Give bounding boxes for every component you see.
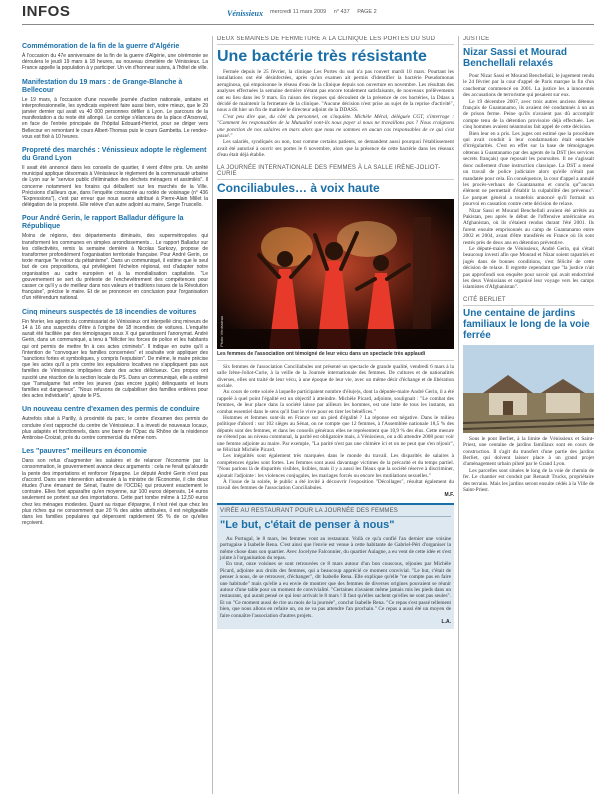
brief-body: Il avait été annoncé dans les conseils de quartier, il vient d'être pris. Un arrêté municipal applique désormais à Vénissieux le règlement de la communauté urbaine de Lyon sur le "service public d'élimination des déchets ménagers et assimilés". Il concerne notamment les forains qui déballent sur les marchés de la Ville. Précisions d'ailleurs que, dans l'enquête consacrée au rodéo de voisinage (n° 436 "Expressions"), c'est par erreur que nous avons attribué à Pierre-Alain Millet la délégation de la propreté. Elle relève d'un autre adjoint au maire, Serge Truscello. [22,165,208,209]
brief-item [22,147,208,208]
article-paragraph: À l'issue de la soirée, le public a été invité à découvrir l'exposition "Décollages", résultat également du travail des femmes de l'association Conciliabules. [217,479,454,492]
brief-title: Pour André Gerin, le rapport Balladur défigure la République [22,215,184,231]
article-signature: L.A. [441,619,451,626]
issue-info [270,9,383,15]
performers-illustration [217,199,454,349]
article-headline: Conciliabules… à voix haute [217,180,380,195]
article-headline: Une bactérie très résistante [217,48,427,65]
photo-credit: Photo Vénissieux [219,315,224,347]
article-kicker: CITÉ BERLIET [463,297,594,306]
brief-body: Le 19 mars, à l'occasion d'une nouvelle journée d'action nationale, unitaire et interprofessionnelle, les syndicats espèrent faire aussi bien, voire mieux, que le 29 janvier dernier qui avait vu 40 000 personnes défiler à Lyon. Le parcours de la manifestation a du reste été allongé. Le cortège s'élancera de la place d'Arsonval, en face de l'entrée principale de l'hôpital Edouard-Herriot, pour se diriger vers Bellecour en remontant le cours Albert-Thomas puis le cours Gambetta. Le rendez-vous est fixé à 10 heures. [22,96,208,140]
article-headline: Une centaine de jardins familiaux le long de la voie ferrée [463,307,590,341]
article-kicker: VIRÉE AU RESTAURANT POUR LA JOURNÉE DES FEMMES [220,508,451,517]
column-divider [458,36,459,794]
article-paragraph: En tout, onze voisines se sont retrouvées ce 8 mars autour d'un bon couscous, réjouies par Michèle Picard, adjointe aux droits des femmes, qui a beaucoup apprécié ce moment convivial. "Le but, c'était de penser à nous, de se retrouver, d'échanger", dit Isabelle Rena. Elle explique qu'elle "ne compte pas en faire une habitude" mais qu'elle a eu envie de montrer que des femmes de diverses origines pouvaient se réunir autour d'une table pour un moment de convivialité. "Certaines n'avaient même jamais mis les pieds dans un restaurant, qui aurait pensé ce qui leur arrivait le 8 mars ! Il faut qu'elles sachent qu'elles ne sont pas seules". Et un "Ce moment aussi de rire au mois de la journée", conclut Isabelle Rena. "Ce repas s'est passé tellement bien, que nous allons en refaire un, on ne va pas attendre l'an prochain." Ce repas a aussi été un moyen de faire connaître l'association d'autres projets. [220,561,451,619]
brief-item [22,406,208,441]
article-gardens [463,297,594,494]
brief-body: Dans son refus d'augmenter les salaires et de relancer l'économie par la consommation, le gouvernement avance deux arguments : cela ne ferait qu'alourdir la pente des importations et renforcer l'épargne. Le député André Gerin n'est pas d'accord. Dans une intervention adressée à la ministre de l'Économie, il cite deux études (l'une émanant de Sénat, l'autre de l'OCDE) qui prouvent exactement le contraire. Elles font apparaître qu'en moyenne, sur 100 euros dépensés, 14 euros seulement se portent sur des importations. Cette part tombe même à 12,50 euros chez les ménages modestes. Quant au risque d'épargne, il n'est réel que chez les plus riches qui ne consomment que 20 % des aides attribuées, il est négligeable dans les familles populaires qui dépensent rapidement 95 % de ce qu'elles reçoivent. [22,458,208,527]
article-kicker: LA JOURNÉE INTERNATIONALE DES FEMMES À LA SALLE IRÈNE-JOLIOT-CURIE [217,165,454,180]
brief-title: Manifestation du 19 mars : de Grange-Blanche à Bellecour [22,78,183,94]
article-paragraph: Le député-maire de Vénissieux, André Gerin, qui s'était beaucoup investi afin que Mourad et Nizar soient rapatriés et jugés dans de bonnes conditions, s'est félicité de cette décision de relaxe. Il regrette cependant que "la justice n'ait pas approfondi son enquête pour savoir qui avait endoctriné les deux Vénissians et organisé leur voyage vers les camps islamistes d'Afghanistan". [463,245,594,291]
brief-item [22,43,208,72]
article-paragraph: Les parcelles sont situées le long de la voie de chemin de fer. Le chantier est conduit par Renault Trucks, propriétaire des terrains. Mais les jardins seront ensuite cédés à la Ville de Saint-Priest. [463,467,594,494]
concert-photo [217,199,454,349]
brief-body: Fin février, les agents du commissariat de Vénissieux ont interpellé cinq mineurs de 14 à 16 ans suspectés d'être à l'origine de 18 incendies de voitures. L'enquête aurait été facilitée par des témoignages sous X qui garantissent l'anonymat. André Gerin, dans un communiqué, a tenu à "féliciter les forces de police et les habitants qui ont permis de mettre fin à ces actes criminels". Il indique en outre qu'il a l'intention de "convoquer les familles concernées" et souhaite voir appliquer des "sanctions fortes et symboliques, y compris l'expulsion". De même, le maire précise que les actes qu'il a pris contre les expulsions locatives ne s'appliquent pas aux familles de Vénissieux impliquées dans des actes délictueux. Ces propos ont suscité une réaction de la section locale du PS. Dans un communiqué, elle a estimé que "l'amalgame fait entre les jeunes (pas encore jugés) délinquants et leurs familles est dangereux". "Nous refusons de culpabiliser des familles entières pour des actes individuels", ajoute le PS. [22,318,208,400]
garden-sheds-illustration [463,345,594,433]
article-paragraph: Hommes et femmes sont-ils en France sur un pied d'égalité ? La réponse est négative. Dans le milieu politique d'abord : sur 102 sièges au Sénat, on ne compte que 12 femmes, à l'Assemblée nationale 18,5 % des députés sont des femmes, et dans les conseils généraux elles ne représentent que 10,9 % des élus. Cette mesure ne s'étend pas au niveau communal, la parité est obligatoire mais, à Vénissieux, on a dû attendre 2008 pour voir une femme adjointe au maire. Par exemple, "La parité n'est pas une chimère ici et on ne peut que s'en réjouir", se félicitait Michèle Picard. [217,414,454,453]
article-paragraph: Au Portugal, le 8 mars, les femmes vont au restaurant. Voilà ce qu'a confié l'an dernier une voisine portugaise à Isabelle Rena. C'est ainsi que l'envie est venue à cette habitante de Gabriel-Péri d'organiser la même chose dans son quartier. Avec Jocelyne Falconnier, du quartier Aulagne, a eu vent de cette idée et s'est jointe à l'organisation du repas. [220,535,451,562]
article-clinic [217,36,454,159]
brief-title: Les "pauvres" meilleurs en économie [22,448,147,456]
brief-item [22,448,208,526]
issue-date: mercredi 11 mars 2009 [270,9,327,15]
brief-item [22,309,208,400]
brief-title: Cinq mineurs suspectés de 18 incendies de voitures [22,308,197,316]
brief-title: Commémoration de la fin de la guerre d'Algérie [22,43,180,50]
article-paragraph: Le 19 décembre 2007, avec trois autres anciens détenus français de Guantanamo, ils avaient été condamnés à un an de prison ferme. Peine qu'ils n'avaient pas dû accomplir compte tenu de la détention provisoire déjà effectuée. Les cinq hommes avaient néanmoins fait appel de cette décision. [463,98,594,131]
article-kicker: JUSTICE [463,36,594,45]
header-rule [22,24,594,25]
brief-body: Moins de régions, des départements diminués, des supermétropoles qui transforment les communes en simples arrondissements… Le rapport Balladur sur les collectivités, remis la semaine dernière à Nicolas Sarkozy, propose de transformer profondément l'organisation territoriale française. Pour André Gerin, ce texte marque "le retour du pétainisme". Dans un communiqué, il estime que le seul but de ces propositions, qui privilégient l'échelon régional, est d'adapter notre organisation au cadre européen et à la mondialisation capitaliste. "Le gouvernement se sert du prétexte de l'enchevêtrement des compétences pour casser ce qu'il y a de meilleur dans nos valeurs et traditions issues de la Révolution française", précise le maire. Et de se prononcer en conclusion pour l'organisation d'un référendum national. [22,233,208,302]
article-kicker: DEUX SEMAINES DE FERMETURE À LA CLINIQUE LES PORTES DU SUD [217,36,454,45]
article-paragraph: C'est peu dire que, du côté du personnel, on s'inquiète. Michèle Méral, déléguée CGT, s'interroge : "Comment les responsables de la Mutualité vont-ils nous payer si nous ne travaillons pas ? Nous craignons une ponction de nos salaires en mars alors que nous ne sommes en aucun cas responsables de ce qui s'est passé." [217,113,454,140]
brief-title: Propreté des marchés : Vénissieux adopte le règlement du Grand Lyon [22,147,207,163]
article-paragraph: Fermée depuis le 25 février, la clinique Les Portes du sud n'a pas rouvert mardi 10 mars. Pourtant les installations ont été désinfectées, après qu'un examen ait permis d'identifier la bactérie Pseudomonas aeruginosa, qui empoisonne le réseau d'eau de la clinique depuis son ouverture en novembre. Les résultats des analyses effectuées la semaine dernière n'étant pas encore totalement satisfaisants, de nouveaux prélèvements ont eu lieu dans les 9 mars. En raison des risques qui découlent de la présence de ces bactéries, la Ddass a décidé de maintenir la fermeture de la clinique. "Aucune décision n'est prise au sujet de la reprise d'activité", nous a dit hier un fin de matinée le directeur adjoint de la DDASS. [217,69,454,114]
page-number: PAGE 2 [357,9,377,15]
article-paragraph: Sous le pont Berliet, à la limite de Vénissieux et Saint-Priest, une centaine de jardins familiaux sont en cours de construction. Il s'agit du transfert d'une partie des jardins Berliet, qui doivent laisser place à un grand projet d'aménagement urbain piloté par le Grand Lyon. [463,435,594,468]
main-column [217,36,454,798]
brand-logo: Vénissieux [227,9,264,18]
article-justice [463,36,594,291]
section-title: INFOS [22,3,71,20]
brief-title: Un nouveau centre d'examen des permis de conduire [22,406,200,414]
article-paragraph: Les salariés, syndiqués ou non, tout comme certains patients, se demandent aussi pourquoi l'établissement avait été autorisé à ouvrir ses portes le 6 novembre, alors que la présence de cette bactérie dans les réseaux d'eau était déjà établie. [217,139,454,159]
column-divider [212,36,213,794]
article-signature: M.F. [444,491,454,498]
article-paragraph: Nizar Sassi et Mourad Benchellali avaient été arrêtés au Pakistan, peu après le début de l'offensive américaine en Afghanistan, où ils s'étaient rendus durant l'été 2001. Ils furent ensuite emprisonnés au camp de Guantanamo entre 2002 et 2004, avant d'être transférés en France où ils sont restés près de deux ans en détention préventive. [463,207,594,246]
article-headline: "Le but, c'était de penser à nous" [220,518,395,531]
article-conciliabules [217,165,454,498]
briefs-column [22,36,208,798]
article-paragraph: Six femmes de l'association Conciliabules ont présenté un spectacle de grande qualité, vendredi 6 mars à la salle Irène-Joliot-Curie, à la veille de la Journée internationale des femmes. De cultures et de nationalités diverses, elles ont traité de leur vécu, à une époque de leur vie, avec un même désir d'échange et de libération sociale. [217,363,454,389]
masthead [22,3,594,33]
brief-item [22,215,208,301]
brief-body: Autrefois situé à Parilly, à proximité du parc, le centre d'examen des permis de conduire s'est rapproché du centre de Vénissieux. Il a investi de nouveaux locaux, plus adaptés et fonctionnels, dans une barre de l'Opac du Rhône de la résidence Ambroise-Croizat, près du centre commercial du même nom. [22,416,208,441]
article-restaurant [217,503,454,629]
gardens-photo [463,345,594,433]
article-paragraph: Au cours de cette soirée à laquelle participaient nombre d'élu(e)s, dont la députée-maire André Gerin, il a été rappelé à quel point l'égalité est un objectif à atteindre. Michèle Picard, adjointe, soulignait : "Le combat des femmes, de leur place dans la société laisse par ailleurs les hommes, est une lutte de tous les instants, un combat essentiel dans le sens qu'il faut le vivre pour en tirer les bénéfices." [217,389,454,415]
article-paragraph: Bien leur en a pris. Les juges ont estimé que la procédure qui avait conduit à leur condamnation était entachée d'irrégularités. C'est en effet sur la base de témoignages obtenus à Guantanamo par des agents de la DST (les services secrets français) que reposait les poursuites. Il ne s'agissait donc nullement d'une instruction classique. La DST a mené un travail de police judiciaire alors qu'elle n'était pas mandatée pour cela. En conséquence, la cour d'appel a annulé les procès-verbaux de Guantanamo et conclu qu'"aucun élément ne permettait d'établir la culpabilité des prévenus". Le parquet général a toutefois annoncé qu'il formait un pourvoi en cassation contre cette décision de relaxe. [463,130,594,208]
brief-body: À l'occasion du 47e anniversaire de la fin de la guerre d'Algérie, une cérémonie se déroulera le jeudi 19 mars à 18 heures, au nouveau cimetière de Vénissieux. La France appelle la population à y participer. Un vin d'honneur suivra, à l'hôtel de ville. [22,53,208,72]
right-column [463,36,594,798]
article-paragraph: Les inégalités sont également très marquées dans le monde du travail. Les disparités de salaires à compétences égales sont fortes. Les femmes sont aussi davantage victimes de la précarité et du temps partiel. "Nous parlons là de disparités visibles, lisibles, mais il y a aussi les fléaux que la société réserve à discriminer, ajoutait l'adjointe : les violences conjugales, les mariages forcés ou encore les mutilations sexuelles." [217,453,454,479]
issue-number: n° 437 [333,9,350,15]
brief-item [22,79,208,140]
article-paragraph: Pour Nizar Sassi et Mourad Benchellali, le jugement rendu le 24 février par la cour d'appel de Paris marque la fin d'un cauchemar commencé en 2001. La justice les a innocentés des accusations de terrorisme qui pesaient sur eux. [463,73,594,99]
photo-caption: Les femmes de l'association ont témoigné de leur vécu dans un spectacle très applaudi [217,349,454,361]
article-headline: Nizar Sassi et Mourad Benchellali relaxés [463,47,567,69]
